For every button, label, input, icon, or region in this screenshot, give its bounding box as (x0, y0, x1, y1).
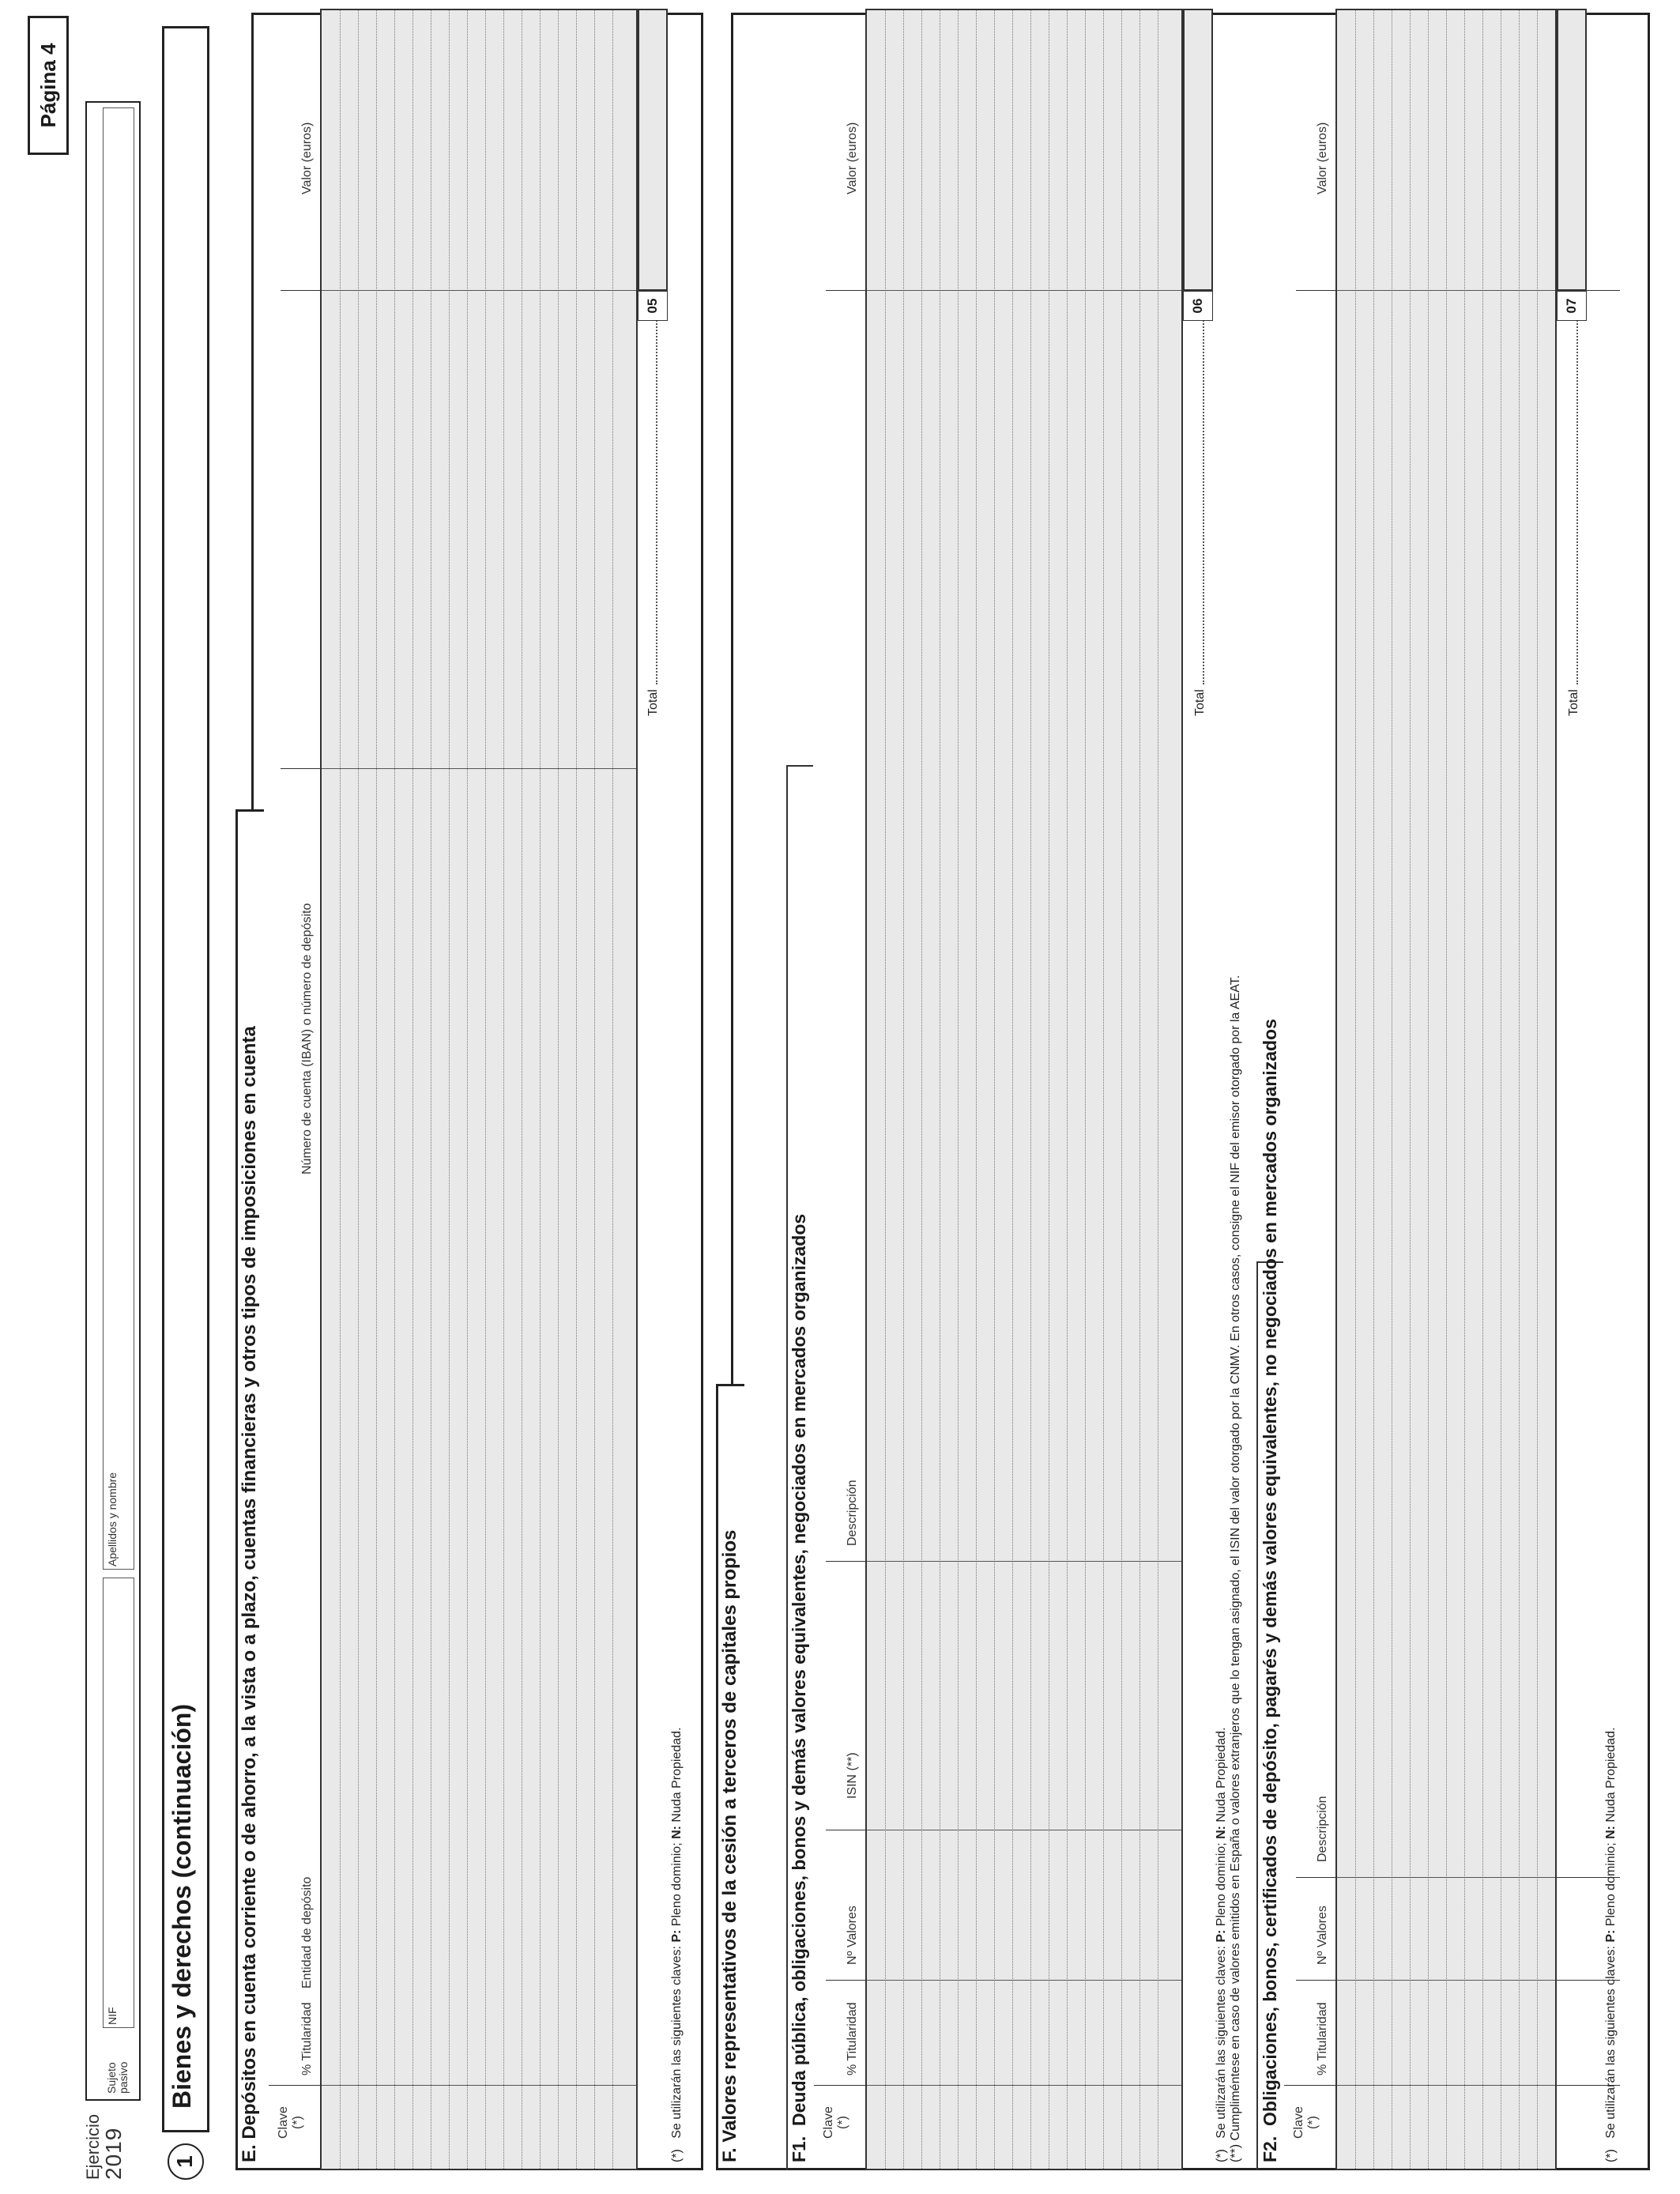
nombre-label: Apellidos y nombre (106, 1472, 119, 1566)
e-col-iban: Número de cuenta (IBAN) o número de depósito (300, 903, 314, 1174)
f1-col-descripcion: Descripción (846, 1480, 859, 1546)
ejercicio-label: Ejercicio (83, 2113, 103, 2180)
f1-col-nvalores: Nº Valores (846, 1906, 859, 1965)
f2-total-value[interactable] (1557, 9, 1587, 291)
f2-col-valor: Valor (euros) (1316, 122, 1329, 194)
e-total-code: 05 (638, 291, 668, 321)
nombre-field[interactable] (103, 107, 134, 1570)
f2-total-label: Total (1567, 689, 1580, 716)
e-col-valor: Valor (euros) (300, 122, 314, 194)
f1-total-label: Total (1193, 689, 1207, 716)
f1-note-1: (*) Se utilizarán las siguientes claves: P: Pleno dominio; N: Nuda Propiedad. (1215, 1727, 1228, 2162)
f2-total-code: 07 (1557, 291, 1587, 321)
f1-title: F1. Deuda pública, obligaciones, bonos y demás valores equivalentes, negociados en mercados organizados (789, 1213, 809, 2162)
section-f-title: F. Valores representativos de la cesión a terceros de capitales propios (719, 1529, 740, 2162)
f1-col-titularidad: % Titularidad (846, 2002, 859, 2075)
page-number: Página 4 (36, 43, 60, 128)
f2-table[interactable] (1335, 9, 1557, 2170)
f2-title: F2. Obligaciones, bonos, certificados de depósito, pagarés y demás valores equivalentes, no negociados en mercados organizados (1260, 1019, 1280, 2162)
f2-col-descripcion: Descripción (1316, 1796, 1329, 1862)
f1-note-2: (**) Cumpliméntese en caso de valores emitidos en España o valores extranjeros que lo tengan asignado, el ISIN del valor otorgado por la CNMV. En otros casos, consigne el NIF del emisor otorgado por la AEAT. (1229, 974, 1242, 2162)
e-col-entidad: Entidad de depósito (300, 1876, 314, 1989)
nif-field[interactable] (103, 1578, 134, 2028)
e-total-value[interactable] (638, 9, 668, 291)
f2-total-dots (1576, 305, 1578, 684)
f1-col-valor: Valor (euros) (846, 122, 859, 194)
e-total-dots (656, 305, 657, 684)
e-note: (*) Se utilizarán las siguientes claves: P: Pleno dominio; N: Nuda Propiedad. (670, 1727, 684, 2162)
f2-col-clave: Clave (*) (1292, 2106, 1320, 2139)
f2-col-titularidad: % Titularidad (1316, 2002, 1329, 2075)
section-e-title: E. Depósitos en cuenta corriente o de ahorro, a la vista o a plazo, cuentas financieras y otros tipos de imposiciones en cuenta (239, 1026, 260, 2162)
ejercicio-year: 2019 (101, 2127, 126, 2180)
f1-col-clave: Clave (*) (822, 2106, 849, 2139)
f2-col-nvalores: Nº Valores (1316, 1906, 1329, 1965)
sujeto-label: Sujeto pasivo (105, 2061, 130, 2094)
f1-col-isin: ISIN (**) (846, 1752, 859, 1799)
section-title: Bienes y derechos (continuación) (168, 1703, 196, 2109)
e-total-label: Total (646, 689, 660, 716)
section-number-circle: 1 (168, 2143, 204, 2180)
f1-table[interactable] (865, 9, 1183, 2170)
f1-total-code: 06 (1183, 291, 1213, 321)
f1-total-dots (1203, 305, 1204, 684)
f1-total-value[interactable] (1183, 9, 1213, 291)
e-col-titularidad: % Titularidad (300, 2002, 314, 2075)
page-number-box (28, 16, 69, 155)
nif-label: NIF (106, 2007, 119, 2025)
e-table[interactable] (320, 9, 638, 2170)
f2-note: (*) Se utilizarán las siguientes claves: P: Pleno dominio; N: Nuda Propiedad. (1604, 1727, 1618, 2162)
e-col-clave: Clave (*) (277, 2106, 304, 2139)
